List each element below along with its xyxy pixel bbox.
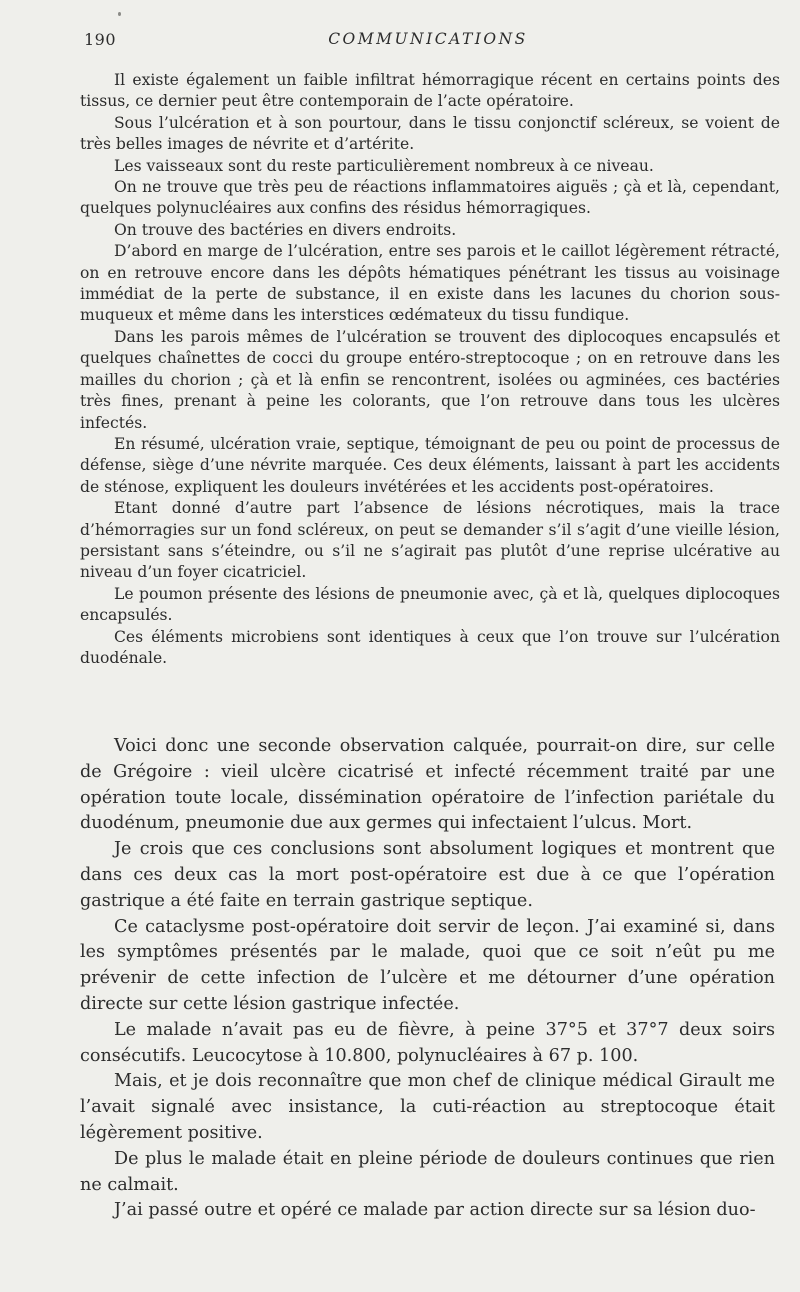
paragraph: Ces éléments microbiens sont identiques à ceux que l’on trouve sur l’ulcération duodénale. xyxy=(80,627,780,667)
discussion-block xyxy=(80,734,775,1224)
paragraph: D’abord en marge de l’ulcération, entre ses parois et le caillot légèrement rétracté, on en retrouve encore dans les dépôts hématiques pénétrant les tissus au voisinage immédiat de la perte de substance, il en existe dans les lacunes du chorion sous-muqueux et même dans les interstices œdémateux du tissu fundique. xyxy=(80,242,780,325)
running-title: COMMUNICATIONS xyxy=(328,30,528,48)
paragraph: Je crois que ces conclusions sont absolument logiques et montrent que dans ces deux cas la mort post-opératoire est due à ce que l’opération gastrique a été faite en terrain gastrique septique. xyxy=(80,839,775,911)
page-number: 190 xyxy=(84,30,117,49)
paragraph: Ce cataclysme post-opératoire doit servir de leçon. J’ai examiné si, dans les symptômes présentés par le malade, quoi que ce soit n’eût pu me prévenir de cette infection de l’ulcère et me détourner d’une opération directe sur cette lésion gastrique infectée. xyxy=(80,916,775,1014)
page-header xyxy=(78,30,778,52)
paragraph: J’ai passé outre et opéré ce malade par action directe sur sa lésion duo- xyxy=(114,1200,756,1221)
paragraph: On trouve des bactéries en divers endroits. xyxy=(114,220,457,239)
paragraph: Dans les parois mêmes de l’ulcération se trouvent des diplocoques encapsulés et quelques chaînettes de cocci du groupe entéro-streptocoque ; on en retrouve dans les mailles du chorion ; çà et là enfin se rencontrent, isolées ou agminées, ces bactéries très fines, prenant à peine les colorants, que l’on retrouve dans tous les ulcères infectés. xyxy=(80,327,780,432)
paragraph: Etant donné d’autre part l’absence de lésions nécrotiques, mais la trace d’hémorragies sur un fond scléreux, on peut se demander s’il s’agit d’une vieille lésion, persistant sans s’éteindre, ou s’il ne s’agirait pas plutôt d’une reprise ulcérative au niveau d’un foyer cicatriciel. xyxy=(80,499,780,582)
paragraph: En résumé, ulcération vraie, septique, témoignant de peu ou point de processus de défense, siège d’une névrite marquée. Ces deux éléments, laissant à part les accidents de sténose, expliquent les douleurs invétérées et les accidents post-opératoires. xyxy=(80,434,780,496)
paragraph: Mais, et je dois reconnaître que mon chef de clinique médical Girault me l’avait signalé avec insistance, la cuti-réaction au streptocoque était légèrement positive. xyxy=(80,1071,775,1143)
ink-speck xyxy=(118,12,121,16)
histology-findings-block xyxy=(80,70,780,669)
paragraph: De plus le malade était en pleine période de douleurs continues que rien ne calmait. xyxy=(80,1148,775,1195)
paragraph: On ne trouve que très peu de réactions inflammatoires aiguës ; çà et là, cependant, quelques polynucléaires aux confins des résidus hémorragiques. xyxy=(80,178,780,218)
paragraph: Le poumon présente des lésions de pneumonie avec, çà et là, quelques diplocoques encapsulés. xyxy=(80,584,780,625)
paragraph: Sous l’ulcération et à son pourtour, dans le tissu conjonctif scléreux, se voient de très belles images de névrite et d’artérite. xyxy=(80,113,780,154)
paragraph: Il existe également un faible infiltrat hémorragique récent en certains points des tissus, ce dernier peut être contemporain de l’acte opératoire. xyxy=(80,71,780,111)
paragraph: Le malade n’avait pas eu de fièvre, à peine 37°5 et 37°7 deux soirs consécutifs. Leucocytose à 10.800, polynucléaires à 67 p. 100. xyxy=(80,1019,775,1066)
paragraph: Les vaisseaux sont du reste particulièrement nombreux à ce niveau. xyxy=(114,156,654,175)
paragraph: Voici donc une seconde observation calquée, pourrait-on dire, sur celle de Grégoire : vieil ulcère cicatrisé et infecté récemment traité par une opération toute locale, dissémination opératoire de l’infection pariétale du duodénum, pneumonie due aux germes qui infectaient l’ulcus. Mort. xyxy=(80,736,775,834)
